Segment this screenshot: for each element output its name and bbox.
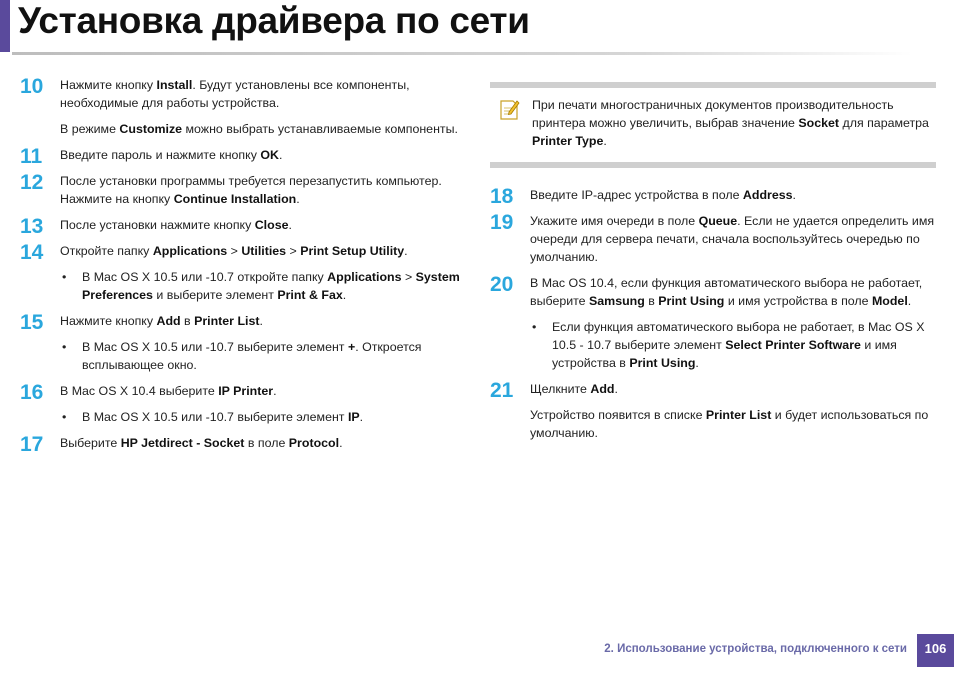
bold-term: Applications bbox=[152, 244, 228, 258]
title-divider bbox=[12, 52, 912, 55]
bold-term: IP Printer bbox=[218, 384, 274, 398]
bold-term: Customize bbox=[119, 122, 183, 136]
bold-term: Add bbox=[590, 382, 615, 396]
bold-term: Protocol bbox=[288, 436, 340, 450]
text-run: Введите пароль и нажмите кнопку bbox=[60, 148, 261, 162]
step-number: 19 bbox=[490, 211, 514, 234]
text-run: . bbox=[259, 314, 263, 328]
step-paragraph bbox=[60, 382, 460, 400]
bold-term: + bbox=[347, 340, 356, 354]
bold-term: Address bbox=[742, 188, 793, 202]
bold-term: Continue Installation bbox=[173, 192, 297, 206]
text-run: для параметра bbox=[839, 116, 929, 130]
bold-term: HP Jetdirect - Socket bbox=[120, 436, 245, 450]
text-run: . bbox=[603, 134, 607, 148]
text-run: . bbox=[792, 188, 796, 202]
step-paragraph bbox=[60, 434, 460, 452]
text-run: > bbox=[401, 270, 416, 284]
text-run: В Mac OS X 10.5 или -10.7 выберите элемент bbox=[82, 410, 348, 424]
step-paragraph bbox=[60, 242, 460, 260]
bullet-item bbox=[60, 408, 460, 426]
note-text bbox=[532, 96, 936, 150]
step-paragraph bbox=[60, 76, 460, 112]
bold-term: Printer Type bbox=[532, 134, 604, 148]
note-box bbox=[490, 82, 936, 168]
right-steps bbox=[490, 186, 936, 442]
text-run: и будет использоваться по умолчанию. bbox=[530, 408, 929, 440]
bold-term: Print Using bbox=[658, 294, 725, 308]
step-16 bbox=[20, 382, 460, 426]
text-run: . bbox=[907, 294, 912, 308]
text-run: В Mac OS X 10.4 выберите bbox=[60, 384, 219, 398]
text-run: Устройство появится в списке bbox=[530, 408, 706, 422]
step-bullet-list bbox=[60, 268, 460, 304]
step-bullet-list bbox=[60, 408, 460, 426]
bold-term: OK bbox=[260, 148, 279, 162]
text-run: Выберите bbox=[60, 436, 121, 450]
text-run: . Если не удается определить имя очереди для сервера печати, сначала воспользуйтесь очередью по умолчанию. bbox=[530, 214, 935, 264]
step-number: 20 bbox=[490, 273, 514, 296]
bold-term: IP bbox=[347, 410, 360, 424]
bold-term: Utilities bbox=[241, 244, 287, 258]
step-number: 14 bbox=[20, 241, 44, 264]
bold-term: Printer List bbox=[705, 408, 772, 422]
step-paragraph bbox=[60, 312, 460, 330]
bold-term: Close bbox=[254, 218, 289, 232]
text-run: в поле bbox=[244, 436, 289, 450]
text-run: Введите IP-адрес устройства в поле bbox=[530, 188, 743, 202]
bullet-item bbox=[60, 268, 460, 304]
step-paragraph bbox=[60, 120, 460, 138]
step-paragraph bbox=[60, 216, 460, 234]
text-run: . bbox=[614, 382, 618, 396]
step-11 bbox=[20, 145, 460, 168]
step-paragraph bbox=[60, 172, 460, 208]
bullet-item bbox=[60, 338, 460, 374]
text-run: Нажмите кнопку bbox=[60, 314, 157, 328]
text-run: В Mac OS X 10.5 или -10.7 откройте папку bbox=[82, 270, 328, 284]
right-column bbox=[490, 82, 936, 450]
text-run: можно выбрать устанавливаемые компоненты. bbox=[182, 122, 458, 136]
step-15 bbox=[20, 312, 460, 374]
note-pencil-icon bbox=[498, 98, 520, 122]
footer-chapter: 2. Использование устройства, подключенного к сети bbox=[604, 643, 907, 655]
text-run: В режиме bbox=[60, 122, 120, 136]
bullet-item bbox=[530, 318, 936, 372]
text-run: После установки нажмите кнопку bbox=[60, 218, 255, 232]
bold-term: Print Setup Utility bbox=[300, 244, 405, 258]
bold-term: System Preferences bbox=[82, 270, 460, 302]
text-run: При печати многостраничных документов производительность принтера можно увеличить, выбрав значение bbox=[532, 98, 894, 130]
step-number: 10 bbox=[20, 75, 44, 98]
text-run: Если функция автоматического выбора не работает, в Mac OS X 10.5 - 10.7 выберите элемент bbox=[552, 320, 925, 352]
text-run: Укажите имя очереди в поле bbox=[530, 214, 699, 228]
bold-term: Samsung bbox=[589, 294, 645, 308]
text-run: . bbox=[695, 356, 699, 370]
step-bullet-list bbox=[530, 318, 936, 372]
bold-term: Add bbox=[156, 314, 181, 328]
step-number: 17 bbox=[20, 433, 44, 456]
step-number: 11 bbox=[20, 145, 43, 168]
step-number: 18 bbox=[490, 185, 514, 208]
step-10 bbox=[20, 76, 460, 138]
bold-term: Model bbox=[871, 294, 908, 308]
step-number: 16 bbox=[20, 381, 44, 404]
bold-term: Print & Fax bbox=[277, 288, 343, 302]
bold-term: Applications bbox=[327, 270, 402, 284]
step-21 bbox=[490, 380, 936, 442]
bold-term: Printer List bbox=[194, 314, 260, 328]
step-paragraph bbox=[530, 274, 936, 310]
step-19 bbox=[490, 212, 936, 266]
bold-term: Socket bbox=[798, 116, 840, 130]
left-column bbox=[20, 76, 460, 460]
step-18 bbox=[490, 185, 936, 208]
text-run: в bbox=[180, 314, 195, 328]
step-17 bbox=[20, 433, 460, 456]
bold-term: Print Using bbox=[629, 356, 696, 370]
text-run: и имя устройства в поле bbox=[724, 294, 872, 308]
text-run: Откройте папку bbox=[60, 244, 153, 258]
step-13 bbox=[20, 215, 460, 238]
text-run: в bbox=[644, 294, 659, 308]
page-title: Установка драйвера по сети bbox=[18, 0, 530, 41]
text-run: . bbox=[288, 218, 292, 232]
bold-term: Install bbox=[156, 78, 193, 92]
step-bullet-list bbox=[60, 338, 460, 374]
text-run: и выберите элемент bbox=[152, 288, 278, 302]
step-paragraph bbox=[530, 212, 936, 266]
text-run: . Будут установлены все компоненты, необходимые для работы устройства. bbox=[60, 78, 410, 110]
step-20 bbox=[490, 274, 936, 372]
bold-term: Queue bbox=[698, 214, 738, 228]
text-run: . bbox=[278, 148, 283, 162]
step-14 bbox=[20, 242, 460, 304]
text-run: . Откроется всплывающее окно. bbox=[82, 340, 422, 372]
text-run: > bbox=[227, 244, 242, 258]
text-run: . bbox=[342, 288, 347, 302]
text-run: . bbox=[296, 192, 300, 206]
step-paragraph bbox=[530, 380, 936, 398]
text-run: Щелкните bbox=[530, 382, 591, 396]
bold-term: Select Printer Software bbox=[725, 338, 861, 352]
step-paragraph bbox=[530, 186, 936, 204]
text-run: В Mac OS 10.4, если функция автоматического выбора не работает, выберите bbox=[530, 276, 923, 308]
text-run: . bbox=[404, 244, 408, 258]
text-run: В Mac OS X 10.5 или -10.7 выберите элемент bbox=[82, 340, 348, 354]
step-number: 21 bbox=[490, 379, 514, 402]
text-run: . bbox=[273, 384, 277, 398]
step-12 bbox=[20, 172, 460, 208]
text-run: Нажмите кнопку bbox=[60, 78, 157, 92]
text-run: После установки программы требуется перезапустить компьютер. Нажмите на кнопку bbox=[60, 174, 442, 206]
step-paragraph bbox=[60, 146, 460, 164]
text-run: и имя устройства в bbox=[552, 338, 897, 370]
text-run: > bbox=[286, 244, 301, 258]
step-paragraph bbox=[530, 406, 936, 442]
text-run: . bbox=[339, 436, 343, 450]
text-run: . bbox=[359, 410, 364, 424]
step-number: 12 bbox=[20, 171, 44, 194]
step-number: 15 bbox=[20, 311, 44, 334]
page-number: 106 bbox=[917, 634, 954, 667]
step-number: 13 bbox=[20, 215, 44, 238]
title-accent-bar bbox=[0, 0, 10, 52]
